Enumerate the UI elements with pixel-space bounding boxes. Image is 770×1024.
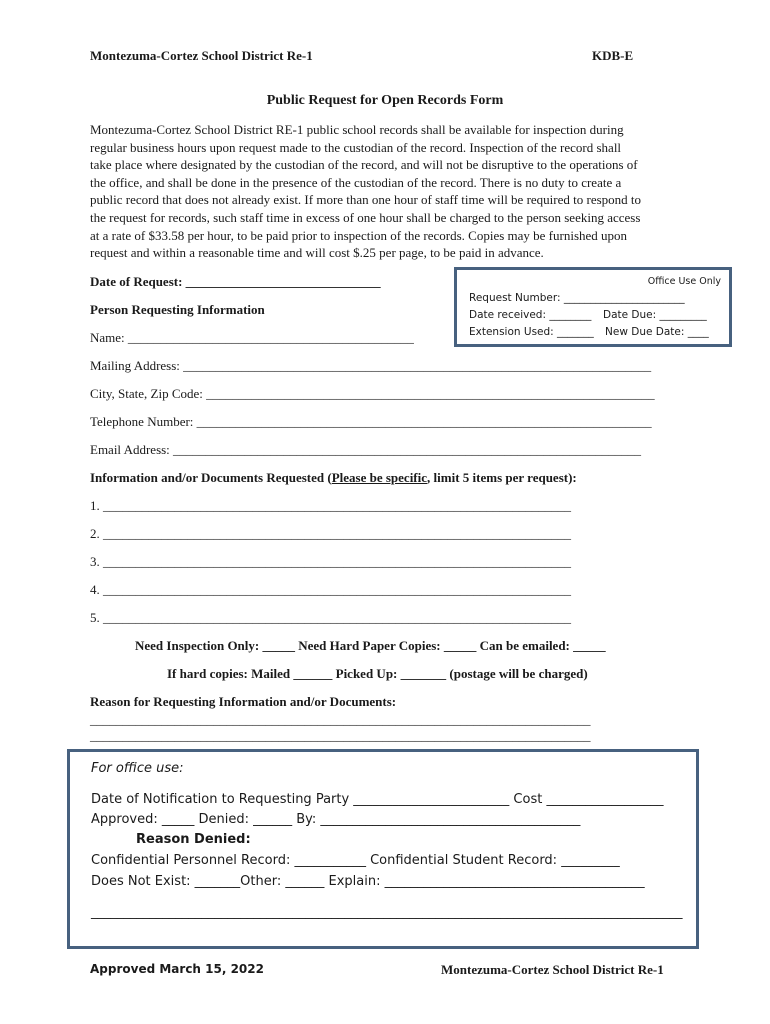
name-field[interactable]: Name: ____________________________________________ <box>90 330 414 345</box>
intro-line: at a rate of $33.58 per hour, to be paid prior to inspection of the records. Copies may be furnished upon <box>90 227 628 243</box>
city-state-zip-field[interactable]: City, State, Zip Code: _____________________________________________________________________ <box>90 386 655 401</box>
new-due-date-field[interactable]: New Due Date: ____ <box>605 326 709 338</box>
telephone-field[interactable]: Telephone Number: ______________________________________________________________________ <box>90 414 652 429</box>
notification-cost-field[interactable]: Date of Notification to Requesting Party ________________________ Cost __________________ <box>91 792 664 807</box>
delivery-options-line[interactable]: Need Inspection Only: _____ Need Hard Paper Copies: _____ Can be emailed: _____ <box>135 638 606 653</box>
for-office-use-title: For office use: <box>91 761 184 776</box>
reason-denied-label: Reason Denied: <box>136 832 251 847</box>
office-notes-line[interactable]: ___________________________________________________________________________________________ <box>91 905 683 920</box>
request-number-field[interactable]: Request Number: _______________________ <box>469 292 685 304</box>
office-use-only-box <box>454 267 732 347</box>
approved-denied-field[interactable]: Approved: _____ Denied: ______ By: ________________________________________ <box>91 812 581 827</box>
does-not-exist-field[interactable]: Does Not Exist: _______Other: ______ Explain: ________________________________________ <box>91 874 645 889</box>
request-item-5[interactable]: 5. ________________________________________________________________________ <box>90 610 571 625</box>
intro-line: regular business hours upon request made to the custodian of the record. Inspection of the record shall <box>90 139 622 155</box>
request-item-1[interactable]: 1. ________________________________________________________________________ <box>90 498 571 513</box>
date-due-field[interactable]: Date Due: _________ <box>603 309 707 321</box>
page-title: Public Request for Open Records Form <box>266 93 504 108</box>
header-policy-code: KDB-E <box>592 48 634 63</box>
reason-line-2[interactable]: _____________________________________________________________________________ <box>90 728 591 743</box>
intro-line: Montezuma-Cortez School District RE-1 public school records shall be available for inspection during <box>90 122 624 137</box>
extension-used-field[interactable]: Extension Used: _______ <box>469 326 594 338</box>
info-heading-specific: Please be specific <box>331 470 428 485</box>
email-field[interactable]: Email Address: ________________________________________________________________________ <box>90 442 642 457</box>
info-requested-heading <box>90 470 577 486</box>
reason-heading: Reason for Requesting Information and/or Documents: <box>90 694 397 709</box>
footer-district-name: Montezuma-Cortez School District Re-1 <box>441 962 664 977</box>
confidential-records-field[interactable]: Confidential Personnel Record: ___________ Confidential Student Record: _________ <box>91 853 620 868</box>
intro-line: the office, and shall be done in the presence of the custodian of the record. There is no duty to create a <box>90 174 622 190</box>
person-requesting-heading: Person Requesting Information <box>90 302 265 317</box>
date-received-field[interactable]: Date received: ________ <box>469 309 592 321</box>
hard-copy-options-line[interactable]: If hard copies: Mailed ______ Picked Up: _______ (postage will be charged) <box>167 666 588 681</box>
info-heading-pre: Information and/or Documents Requested ( <box>90 470 332 485</box>
for-office-use-box <box>67 749 699 949</box>
office-use-only-title: Office Use Only <box>647 276 721 287</box>
mailing-address-field[interactable]: Mailing Address: ________________________________________________________________________ <box>90 358 652 373</box>
request-item-4[interactable]: 4. ________________________________________________________________________ <box>90 582 571 597</box>
reason-line-1[interactable]: _____________________________________________________________________________ <box>90 712 591 727</box>
intro-line: the request for records, such staff time in excess of one hour shall be charged to the person seeking access <box>90 209 641 225</box>
intro-line: request and within a reasonable time and will cost $.25 per page, to be paid in advance. <box>90 245 544 261</box>
request-item-2[interactable]: 2. ________________________________________________________________________ <box>90 526 571 541</box>
date-of-request-field[interactable]: Date of Request: ______________________________ <box>90 274 381 289</box>
footer-approved-date: Approved March 15, 2022 <box>90 962 264 976</box>
intro-line: take place where designated by the custodian of the record, and will not be disruptive to the operations of <box>90 157 638 173</box>
info-heading-post: , limit 5 items per request): <box>427 470 577 485</box>
header-district-name: Montezuma-Cortez School District Re-1 <box>90 48 313 63</box>
intro-paragraph <box>90 121 690 262</box>
request-item-3[interactable]: 3. ________________________________________________________________________ <box>90 554 571 569</box>
intro-line: public record that does not already exist. If more than one hour of staff time will be required to respond to <box>90 192 642 208</box>
